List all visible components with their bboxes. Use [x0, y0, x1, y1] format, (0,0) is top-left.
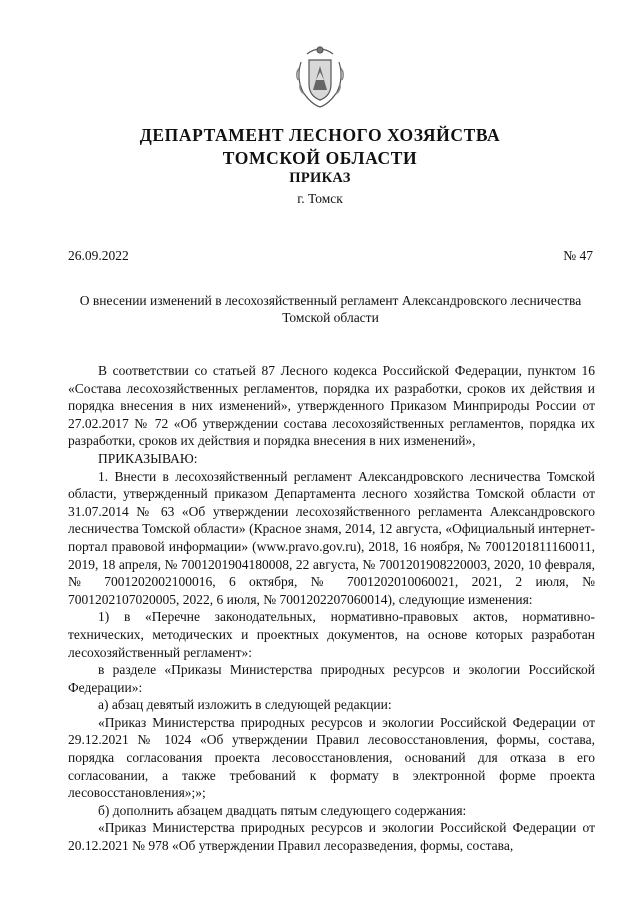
document-type: ПРИКАЗ — [289, 170, 351, 186]
paragraph: «Приказ Министерства природных ресурсов и экологии Российской Федерации от 29.12.2021 № 1024 «Об утверждении Правил лесовосстановления, формы, состава, порядка согласования проекта лесовосстановления, оснований для отказа в его согласовании, а также требований к формату в электронной форме проекта лесовосстановления»;»; — [68, 714, 595, 801]
department-name-line2: ТОМСКОЙ ОБЛАСТИ — [222, 148, 418, 168]
paragraph: В соответствии со статьей 87 Лесного кодекса Российской Федерации, пунктом 16 «Состава лесохозяйственных регламентов, порядка их разработки, сроков их действия и порядка внесения в них изменений», утвержденного Приказом Минприроды России от 27.02.2017 № 72 «Об утверждении состава лесохозяйственных регламентов, порядка их разработки, сроков их действия и порядка внесения в них изменений», — [68, 363, 595, 449]
paragraph: 1) в «Перечне законодательных, нормативно-правовых актов, нормативно-технических, методических и проектных документов, на основе которых разработан лесохозяйственный регламент»: — [68, 609, 595, 660]
city: г. Томск — [297, 191, 343, 206]
paragraph: ПРИКАЗЫВАЮ: — [98, 450, 198, 466]
document-title: О внесении изменений в лесохозяйственный регламент Александровского лесничества Томской области — [79, 293, 582, 325]
document-body — [68, 362, 595, 855]
paragraph: «Приказ Министерства природных ресурсов и экологии Российской Федерации от 20.12.2021 № 978 «Об утверждении Правил лесоразведения, формы, состава, — [68, 820, 595, 854]
paragraph: а) абзац девятый изложить в следующей редакции: — [98, 697, 392, 713]
coat-of-arms-icon — [293, 44, 347, 110]
paragraph: б) дополнить абзацем двадцать пятым следующего содержания: — [98, 802, 467, 818]
department-name-line1: ДЕПАРТАМЕНТ ЛЕСНОГО ХОЗЯЙСТВА — [139, 125, 501, 145]
document-date: 26.09.2022 — [68, 248, 129, 263]
paragraph: 1. Внести в лесохозяйственный регламент Александровского лесничества Томской области, утвержденный приказом Департамента лесного хозяйства Томской области от 31.07.2014 № 63 «Об утверждении лесохозяйственного регламента Александровского лесничества Томской области» (Красное знамя, 2014, 12 августа, «Официальный интернет-портал правовой информации» (www.pravo.gov.ru), 2018, 16 ноября, № 7001201811160011, 2019, 18 апреля, № 7001201904180008, 22 августа, № 7001201908220003, 2020, 10 февраля, № 7001202002100016, 6 октября, № 7001202010060021, 2021, 2 июля, № 7001202107020005, 2022, 6 июля, № 7001202207060014), следующие изменения: — [68, 468, 595, 607]
paragraph: в разделе «Приказы Министерства природных ресурсов и экологии Российской Федерации»: — [68, 662, 595, 695]
document-number: № 47 — [563, 248, 593, 263]
